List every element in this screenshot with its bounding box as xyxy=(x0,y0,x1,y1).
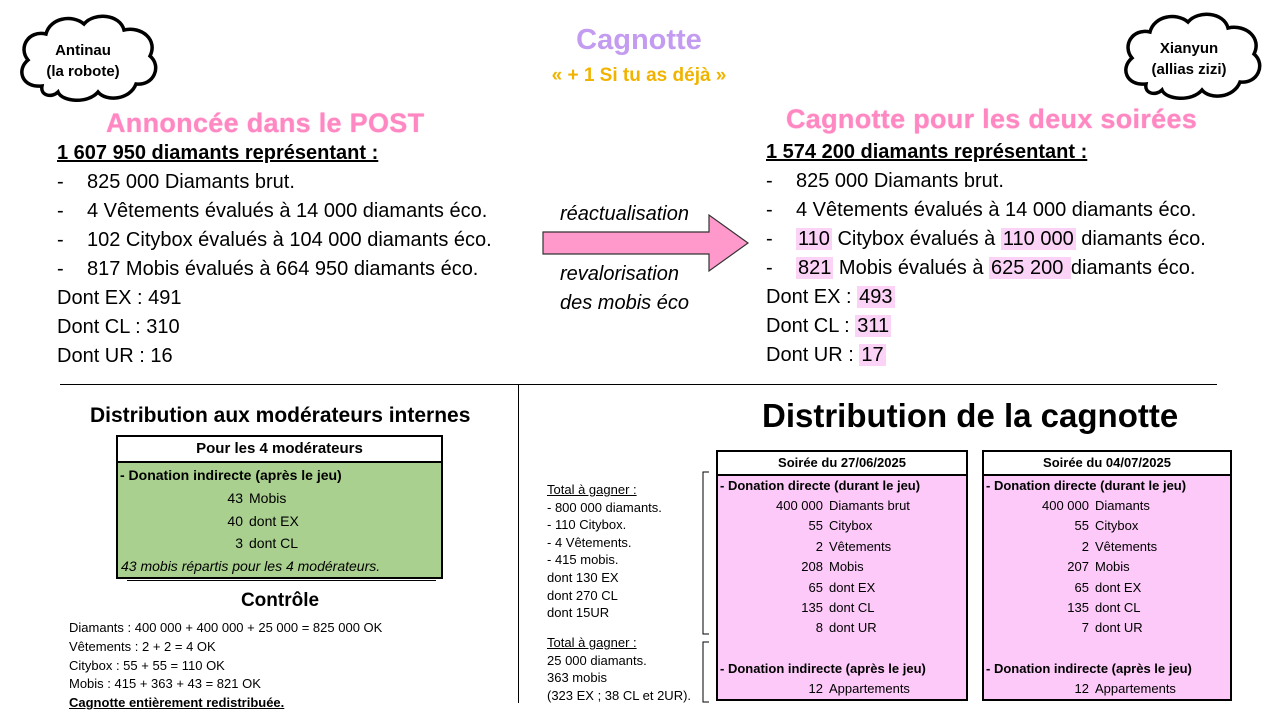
left-section-title: Annoncée dans le POST xyxy=(106,108,425,138)
table-row: 65 dont EX xyxy=(1074,579,1142,595)
soiree-1-table xyxy=(716,450,968,701)
controle-final: Cagnotte entièrement redistribuée. xyxy=(69,695,285,711)
table-row: 55 Citybox xyxy=(808,518,873,534)
table-row: 7 dont UR xyxy=(1081,620,1143,636)
table-row: 135 dont CL xyxy=(801,600,875,616)
total-direct: Total à gagner : - 800 000 diamants. - 110 Citybox. - 4 Vêtements. - 415 mobis. dont 130 EX dont 270 CL dont 15UR xyxy=(547,482,662,621)
table-row: 12 Appartements xyxy=(1074,680,1176,696)
cloud-left-label: Antinau (la robote) xyxy=(46,42,120,80)
distribution-heading: Distribution de la cagnotte xyxy=(762,397,1179,434)
table-row: 135 dont CL xyxy=(1067,600,1141,616)
arrow-label-bottom: revalorisation des mobis éco xyxy=(560,263,689,314)
soiree-2-title: Soirée du 04/07/2025 xyxy=(984,452,1230,476)
vertical-divider xyxy=(518,385,519,703)
right-list-header: 1 574 200 diamants représentant : xyxy=(766,141,1088,163)
list-item: - 825 000 Diamants brut. xyxy=(57,171,295,193)
dont-cl: Dont CL : 310 xyxy=(57,316,180,338)
bracket-icon xyxy=(697,470,711,706)
left-list-header: 1 607 950 diamants représentant : xyxy=(57,142,379,164)
list-item: - 817 Mobis évalués à 664 950 diamants éco. xyxy=(57,258,479,280)
moderators-note: 43 mobis répartis pour les 4 modérateurs. xyxy=(121,557,381,574)
table-row: 43 Mobis xyxy=(227,490,287,506)
dont-ur: Dont UR : 16 xyxy=(57,345,173,367)
list-item: - 4 Vêtements évalués à 14 000 diamants éco. xyxy=(57,200,488,222)
soiree-2-table xyxy=(982,450,1232,701)
page-title: Cagnotte xyxy=(576,24,702,56)
list-item: - 102 Citybox évalués à 104 000 diamants éco. xyxy=(57,229,492,251)
table-row: 8 dont UR xyxy=(815,620,877,636)
dont-ex: Dont EX : 491 xyxy=(57,287,182,309)
table-row: 2 Vêtements xyxy=(1081,538,1158,554)
table-row: 2 Vêtements xyxy=(815,538,892,554)
table-row: 208 Mobis xyxy=(801,559,864,575)
table-row: 207 Mobis xyxy=(1067,559,1130,575)
table-row: 400 000 Diamants brut xyxy=(776,498,910,513)
horizontal-divider xyxy=(60,384,1217,385)
moderators-section: - Donation indirecte (après le jeu) xyxy=(120,467,342,483)
dont-cl: Dont CL : 311 xyxy=(766,315,890,337)
table-row: 3 dont CL xyxy=(235,535,299,551)
controle-divider xyxy=(127,580,436,581)
table-row: 40 dont EX xyxy=(227,512,299,529)
moderators-table xyxy=(116,435,443,579)
total-indirect: Total à gagner : 25 000 diamants. 363 mobis (323 EX ; 38 CL et 2UR). xyxy=(547,635,692,703)
table-row: 12 Appartements xyxy=(808,680,910,696)
soiree-2-direct: - Donation directe (durant le jeu) xyxy=(986,478,1187,493)
list-item: - 4 Vêtements évalués à 14 000 diamants éco. xyxy=(766,199,1197,221)
cloud-right-label: Xianyun (allias zizi) xyxy=(1151,40,1227,78)
table-row: 55 Citybox xyxy=(1074,518,1139,534)
dont-ex: Dont EX : 493 xyxy=(766,286,893,308)
arrow-label-top: réactualisation xyxy=(560,203,689,225)
page-subtitle: « + 1 Si tu as déjà » xyxy=(551,65,727,86)
left-section-list xyxy=(57,139,492,371)
soiree-1-title: Soirée du 27/06/2025 xyxy=(718,452,966,476)
controle-lines: Diamants : 400 000 + 400 000 + 25 000 = 825 000 OK Vêtements : 2 + 2 = 4 OK Citybox : 55 + 55 = 110 OK Mobis : 415 + 363 + 43 = 821 OK Cagnotte entièrement redistribuée. xyxy=(69,619,382,713)
table-row: 400 000 Diamants xyxy=(1042,498,1150,513)
soiree-1-indirect: - Donation indirecte (après le jeu) xyxy=(720,660,926,676)
moderators-table-title: Pour les 4 modérateurs xyxy=(118,437,441,463)
soiree-1-direct: - Donation directe (durant le jeu) xyxy=(720,478,921,493)
dont-ur: Dont UR : 17 xyxy=(766,344,884,366)
list-item: - 825 000 Diamants brut. xyxy=(766,170,1004,192)
table-row: 65 dont EX xyxy=(808,579,876,595)
moderators-heading: Distribution aux modérateurs internes xyxy=(90,404,471,427)
list-item: - 821 Mobis évalués à 625 200 diamants éco. xyxy=(766,257,1196,279)
soiree-2-indirect: - Donation indirecte (après le jeu) xyxy=(986,660,1192,676)
right-section-title: Cagnotte pour les deux soirées xyxy=(786,104,1198,134)
list-item: - 110 Citybox évalués à 110 000 diamants éco. xyxy=(766,228,1206,250)
right-section-list xyxy=(766,138,1206,370)
controle-heading: Contrôle xyxy=(240,590,320,611)
